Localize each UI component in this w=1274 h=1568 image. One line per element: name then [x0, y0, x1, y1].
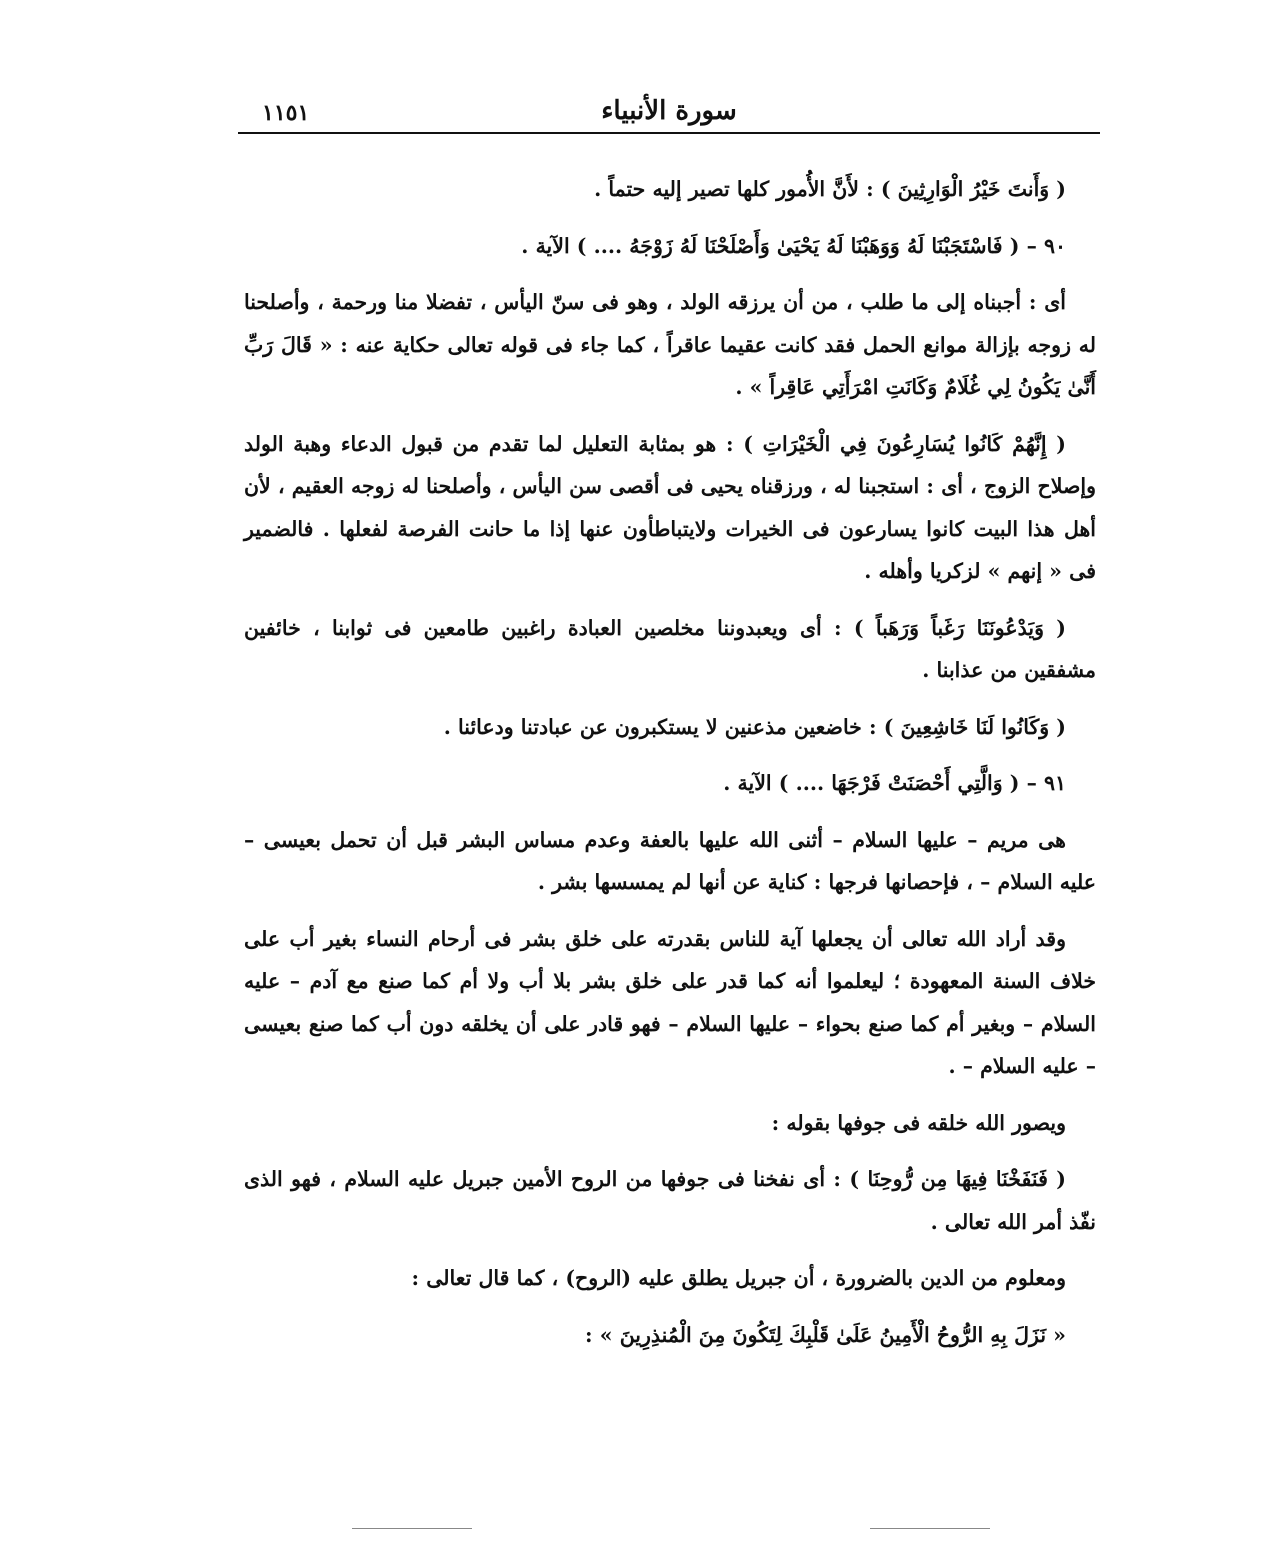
page-header	[238, 92, 1100, 134]
paragraph: وقد أراد الله تعالى أن يجعلها آية للناس بقدرته على خلق بشر فى أرحام النساء بغير أب على خلاف السنة المعهودة ؛ ليعلموا أنه كما قدر على خلق بشر بلا أب ولا أم كما صنع مع آدم – عليه السلام – وبغير أم كما صنع بحواء – عليها السلام – فهو قادر على أن يخلقه دون أب كما صنع بعيسى – عليه السلام – .	[244, 926, 1096, 1078]
paragraph: ( وَكَانُوا لَنَا خَاشِعِينَ ) : خاضعين مذعنين لا يستكبرون عن عبادتنا ودعائنا .	[443, 714, 1066, 739]
footer-rule-right	[870, 1528, 990, 1529]
paragraph: أى : أجبناه إلى ما طلب ، من أن يرزقه الولد ، وهو فى سنّ اليأس ، تفضلا منا ورحمة ، وأصلحنا له زوجه بإزالة موانع الحمل فقد كانت عقيما عاقراً ، كما جاء فى قوله تعالى حكاية عنه : « قَالَ رَبِّ أَنَّىٰ يَكُونُ لِي غُلَامٌ وَكَانَتِ امْرَأَتِي عَاقِراً » .	[244, 290, 1096, 399]
footer-rule-left	[352, 1528, 472, 1529]
paragraph: ومعلوم من الدين بالضرورة ، أن جبريل يطلق عليه (الروح) ، كما قال تعالى :	[411, 1266, 1066, 1290]
verse-commentary: ( وَأَنتَ خَيْرُ الْوَارِثِينَ ) : لأَنَّ الأُمور كلها تصير إليه حتماً .	[594, 177, 1066, 201]
paragraph: ( فَنَفَخْنَا فِيهَا مِن رُّوحِنَا ) : أى نفخنا فى جوفها من الروح الأمين جبريل عليه السلام ، فهو الذى نفّذ أمر الله تعالى .	[244, 1167, 1096, 1234]
paragraph: ( إِنَّهُمْ كَانُوا يُسَارِعُونَ فِي الْخَيْرَاتِ ) : هو بمثابة التعليل لما تقدم من قبول الدعاء وهبة الولد وإصلاح الزوج ، أى : استجبنا له ، ورزقناه يحيى فى أقصى سن اليأس ، وأصلحنا له زوجه العقيم ، لأن أهل هذا البيت كانوا يسارعون فى الخيرات ولايتباطأون عنها إذا ما حانت الفرصة لفعلها . فالضمير فى « إنهم » لزكريا وأهله .	[244, 431, 1096, 583]
surah-title: سورة الأنبياء	[601, 96, 737, 126]
page-number: ١١٥١	[262, 100, 310, 126]
page-body	[244, 168, 1096, 1370]
paragraph: هى مريم – عليها السلام – أثنى الله عليها بالعفة وعدم مساس البشر قبل أن تحمل بعيسى – عليه السلام – ، فإحصانها فرجها : كناية عن أنها لم يمسسها بشر .	[244, 827, 1096, 894]
verse-heading-90: ٩٠ – ( فَاسْتَجَبْنَا لَهُ وَوَهَبْنَا لَهُ يَحْيَىٰ وَأَصْلَحْنَا لَهُ زَوْجَهُ .... ) الآية .	[521, 233, 1066, 258]
quran-quote: « نَزَلَ بِهِ الرُّوحُ الْأَمِينُ عَلَىٰ قَلْبِكَ لِتَكُونَ مِنَ الْمُنذِرِينَ » :	[585, 1322, 1066, 1347]
verse-heading-91: ٩١ – ( وَالَّتِي أَحْصَنَتْ فَرْجَهَا .... ) الآية .	[723, 771, 1066, 795]
paragraph: ويصور الله خلقه فى جوفها بقوله :	[771, 1110, 1066, 1135]
paragraph: ( وَيَدْعُونَنَا رَغَباً وَرَهَباً ) : أى ويعبدوننا مخلصين العبادة راغبين طامعين فى ثوابنا ، خائفين مشفقين من عذابنا .	[244, 615, 1096, 682]
